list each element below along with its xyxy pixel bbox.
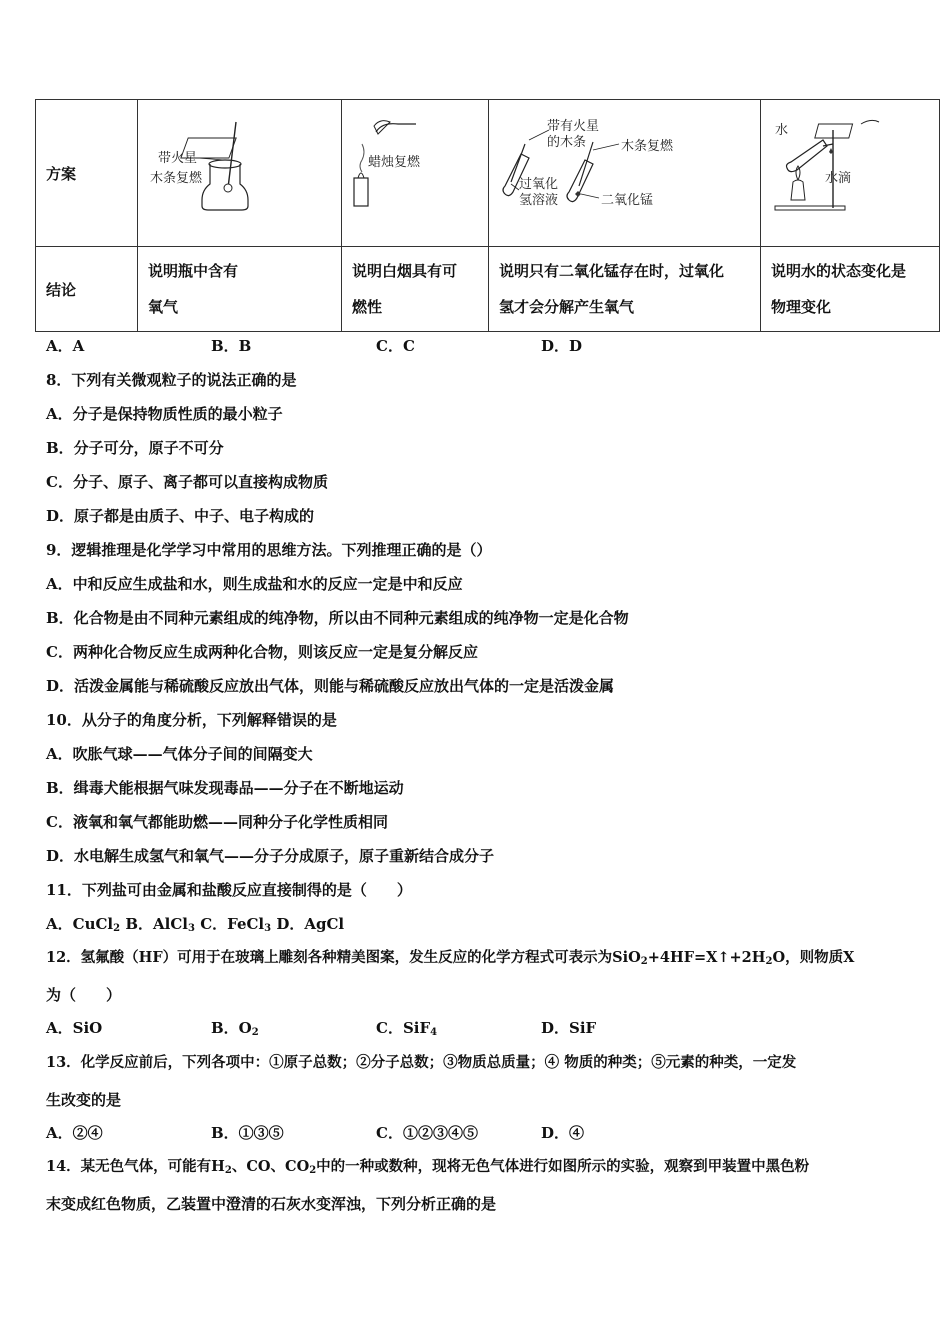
q8-stem: 8．下列有关微观粒子的说法正确的是 xyxy=(46,371,297,389)
fig-d-label-1: 水 xyxy=(775,123,789,138)
q12-option-c: C．SiF$_4$ xyxy=(376,1019,438,1038)
table-row-conclusion xyxy=(36,247,940,332)
q7-option-d: D．D xyxy=(541,337,583,355)
q9-option-a: A．中和反应生成盐和水，则生成盐和水的反应一定是中和反应 xyxy=(46,575,463,593)
bottle-splint-figure xyxy=(138,100,342,246)
q9-option-c: C．两种化合物反应生成两种化合物，则该反应一定是复分解反应 xyxy=(46,643,478,661)
q13-option-c: C．①②③④⑤ xyxy=(376,1124,478,1142)
q11-option-b: B．AlCl xyxy=(125,915,188,933)
figure-d-cell xyxy=(761,100,940,247)
q9-option-b: B．化合物是由不同种元素组成的纯净物，所以由不同种元素组成的纯净物一定是化合物 xyxy=(46,609,629,627)
conclusion-d: 说明水的状态变化是 物理变化 xyxy=(761,247,940,332)
q9-stem: 9．逻辑推理是化学学习中常用的思维方法。下列推理正确的是（） xyxy=(46,541,492,559)
q14-stem: 14．某无色气体，可能有$H_2$、CO、$CO_2$中的一种或数种，现将无色气体进行如图所示的实验，观察到甲装置中黑色粉 xyxy=(46,1158,810,1176)
fig-c-label-5: 氢溶液 xyxy=(519,193,559,208)
fig-d-label-2: 水滴 xyxy=(825,171,852,186)
q10-option-d: D．水电解生成氢气和氧气——分子分成原子，原子重新结合成分子 xyxy=(46,847,495,865)
fig-c-label-1: 带有火星 xyxy=(547,119,600,134)
q13-option-a: A．②④ xyxy=(46,1124,103,1142)
fig-c-label-4: 过氧化 xyxy=(519,177,559,192)
table-row-scheme xyxy=(36,100,940,247)
candle-figure xyxy=(342,100,489,246)
conclusion-c: 说明只有二氧化锰存在时，过氧化 氢才会分解产生氧气 xyxy=(489,247,761,332)
fig-c-label-6: 二氧化锰 xyxy=(601,193,654,208)
q11-option-c: C．FeCl xyxy=(200,915,265,933)
q13-option-d: D．④ xyxy=(541,1124,585,1142)
q14-stem-line2: 末变成红色物质，乙装置中澄清的石灰水变浑浊，下列分析正确的是 xyxy=(46,1195,497,1213)
fig-c-label-2: 的木条 xyxy=(547,135,587,150)
q8-option-c: C．分子、原子、离子都可以直接构成物质 xyxy=(46,473,328,491)
q12-option-d: D．SiF xyxy=(541,1019,597,1037)
q7-option-a: A．A xyxy=(46,337,85,355)
q11-options: A．CuCl$_2$ B．AlCl$_3$ C．FeCl$_3$ D．AgCl xyxy=(46,915,345,934)
q8-option-d: D．原子都是由质子、中子、电子构成的 xyxy=(46,507,315,525)
fig-c-label-3: 木条复燃 xyxy=(621,139,674,154)
conclusion-a: 说明瓶中含有 氧气 xyxy=(138,247,342,332)
q10-option-b: B．缉毒犬能根据气味发现毒品——分子在不断地运动 xyxy=(46,779,404,797)
q8-option-a: A．分子是保持物质性质的最小粒子 xyxy=(46,405,283,423)
q12-option-b: B．$O_2$ xyxy=(211,1019,259,1038)
q7-option-b: B．B xyxy=(211,337,252,355)
q11-stem: 11．下列盐可由金属和盐酸反应直接制得的是（ ） xyxy=(46,881,412,899)
q8-option-b: B．分子可分，原子不可分 xyxy=(46,439,224,457)
fig-a-label-1: 带火星 xyxy=(158,151,198,166)
fig-a-label-2: 木条复燃 xyxy=(150,171,203,186)
q11-option-a: A．CuCl xyxy=(46,915,114,933)
q13-stem: 13．化学反应前后，下列各项中：①原子总数；②分子总数；③物质总质量；④ 物质的种类；⑤元素的种类，一定发 xyxy=(46,1054,797,1071)
heating-water-figure xyxy=(761,100,940,246)
q12-stem-line2: 为（ ） xyxy=(46,986,122,1004)
test-tube-figure xyxy=(489,100,761,246)
figure-b-cell xyxy=(342,100,489,247)
q12-option-a: A．SiO xyxy=(46,1019,103,1037)
experiment-table xyxy=(35,99,940,332)
conclusion-b: 说明白烟具有可 燃性 xyxy=(342,247,489,332)
q10-option-a: A．吹胀气球——气体分子间的间隔变大 xyxy=(46,745,313,763)
scheme-label: 方案 xyxy=(36,100,138,247)
conclusion-label: 结论 xyxy=(36,247,138,332)
q11-option-d: D．AgCl xyxy=(276,915,345,933)
q10-option-c: C．液氧和氧气都能助燃——同种分子化学性质相同 xyxy=(46,813,388,831)
q7-option-c: C．C xyxy=(376,337,415,355)
q13-option-b: B．①③⑤ xyxy=(211,1124,284,1142)
figure-a-cell xyxy=(138,100,342,247)
q9-option-d: D．活泼金属能与稀硫酸反应放出气体，则能与稀硫酸反应放出气体的一定是活泼金属 xyxy=(46,677,615,695)
figure-c-cell xyxy=(489,100,761,247)
q12-stem: 12．氢氟酸（HF）可用于在玻璃上雕刻各种精美图案，发生反应的化学方程式可表示为$SiO_2+4HF=X↑+2H_2O$，则物质X xyxy=(46,949,855,967)
q10-stem: 10．从分子的角度分析，下列解释错误的是 xyxy=(46,711,337,729)
fig-b-label-1: 蜡烛复燃 xyxy=(368,155,421,170)
q13-stem-line2: 生改变的是 xyxy=(46,1091,122,1109)
